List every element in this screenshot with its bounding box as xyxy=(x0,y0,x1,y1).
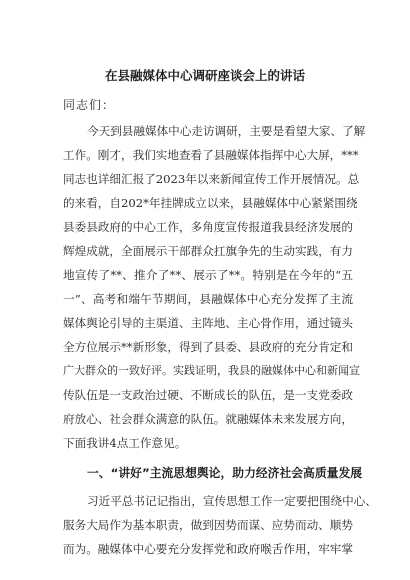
paragraph-line: 传队伍是一支政治过硬、不断成长的队伍，是一支党委政 xyxy=(63,388,353,402)
paragraph-line: 的来看，自202*年挂牌成立以来，县融媒体中心紧紧围绕 xyxy=(63,196,358,210)
paragraph-line: 县委县政府的中心工作，多角度宣传报道我县经济发展的 xyxy=(63,220,353,234)
paragraph-line: 同志也详细汇报了2023年以来新闻宣传工作开展情况。总 xyxy=(63,172,360,186)
paragraph-line: 下面我讲4点工作意见。 xyxy=(63,436,187,450)
paragraph-line: 地宣传了**、推介了**、展示了**。特别是在今年的“五 xyxy=(63,268,353,282)
paragraph-line: 一”、高考和端午节期间，县融媒体中心充分发挥了主流 xyxy=(63,292,353,306)
paragraph-line: 媒体舆论引导的主渠道、主阵地、主心骨作用，通过镜头 xyxy=(63,316,353,330)
paragraph-line: 而为。融媒体中心要充分发挥党和政府喉舌作用，牢牢掌 xyxy=(63,542,353,556)
paragraph-line: 工作。刚才，我们实地查看了县融媒体指挥中心大屏，*** xyxy=(63,148,359,162)
paragraph-line: 习近平总书记记指出，宣传思想工作一定要把围绕中心、 xyxy=(87,494,377,508)
document-title: 在县融媒体中心调研座谈会上的讲话 xyxy=(104,68,305,83)
paragraph-line: 广大群众的一致好评。实践证明，我县的融媒体中心和新闻宣 xyxy=(63,364,360,377)
paragraph-line: 辉煌成就，全面展示干部群众扛旗争先的生动实践，有力 xyxy=(63,244,353,258)
paragraph-line: 全方位展示**新形象，得到了县委、县政府的充分肯定和 xyxy=(63,340,353,354)
salutation: 同志们： xyxy=(63,98,116,112)
paragraph-line: 今天到县融媒体中心走访调研，主要是看望大家、了解 xyxy=(87,124,366,138)
paragraph-line: 府放心、社会群众满意的队伍。就融媒体未来发展方向， xyxy=(63,412,353,426)
section-heading: 一、“讲好”主流思想舆论，助力经济社会高质量发展 xyxy=(87,466,363,480)
paragraph-line: 服务大局作为基本职责，做到因势而谋、应势而动、顺势 xyxy=(63,518,353,532)
